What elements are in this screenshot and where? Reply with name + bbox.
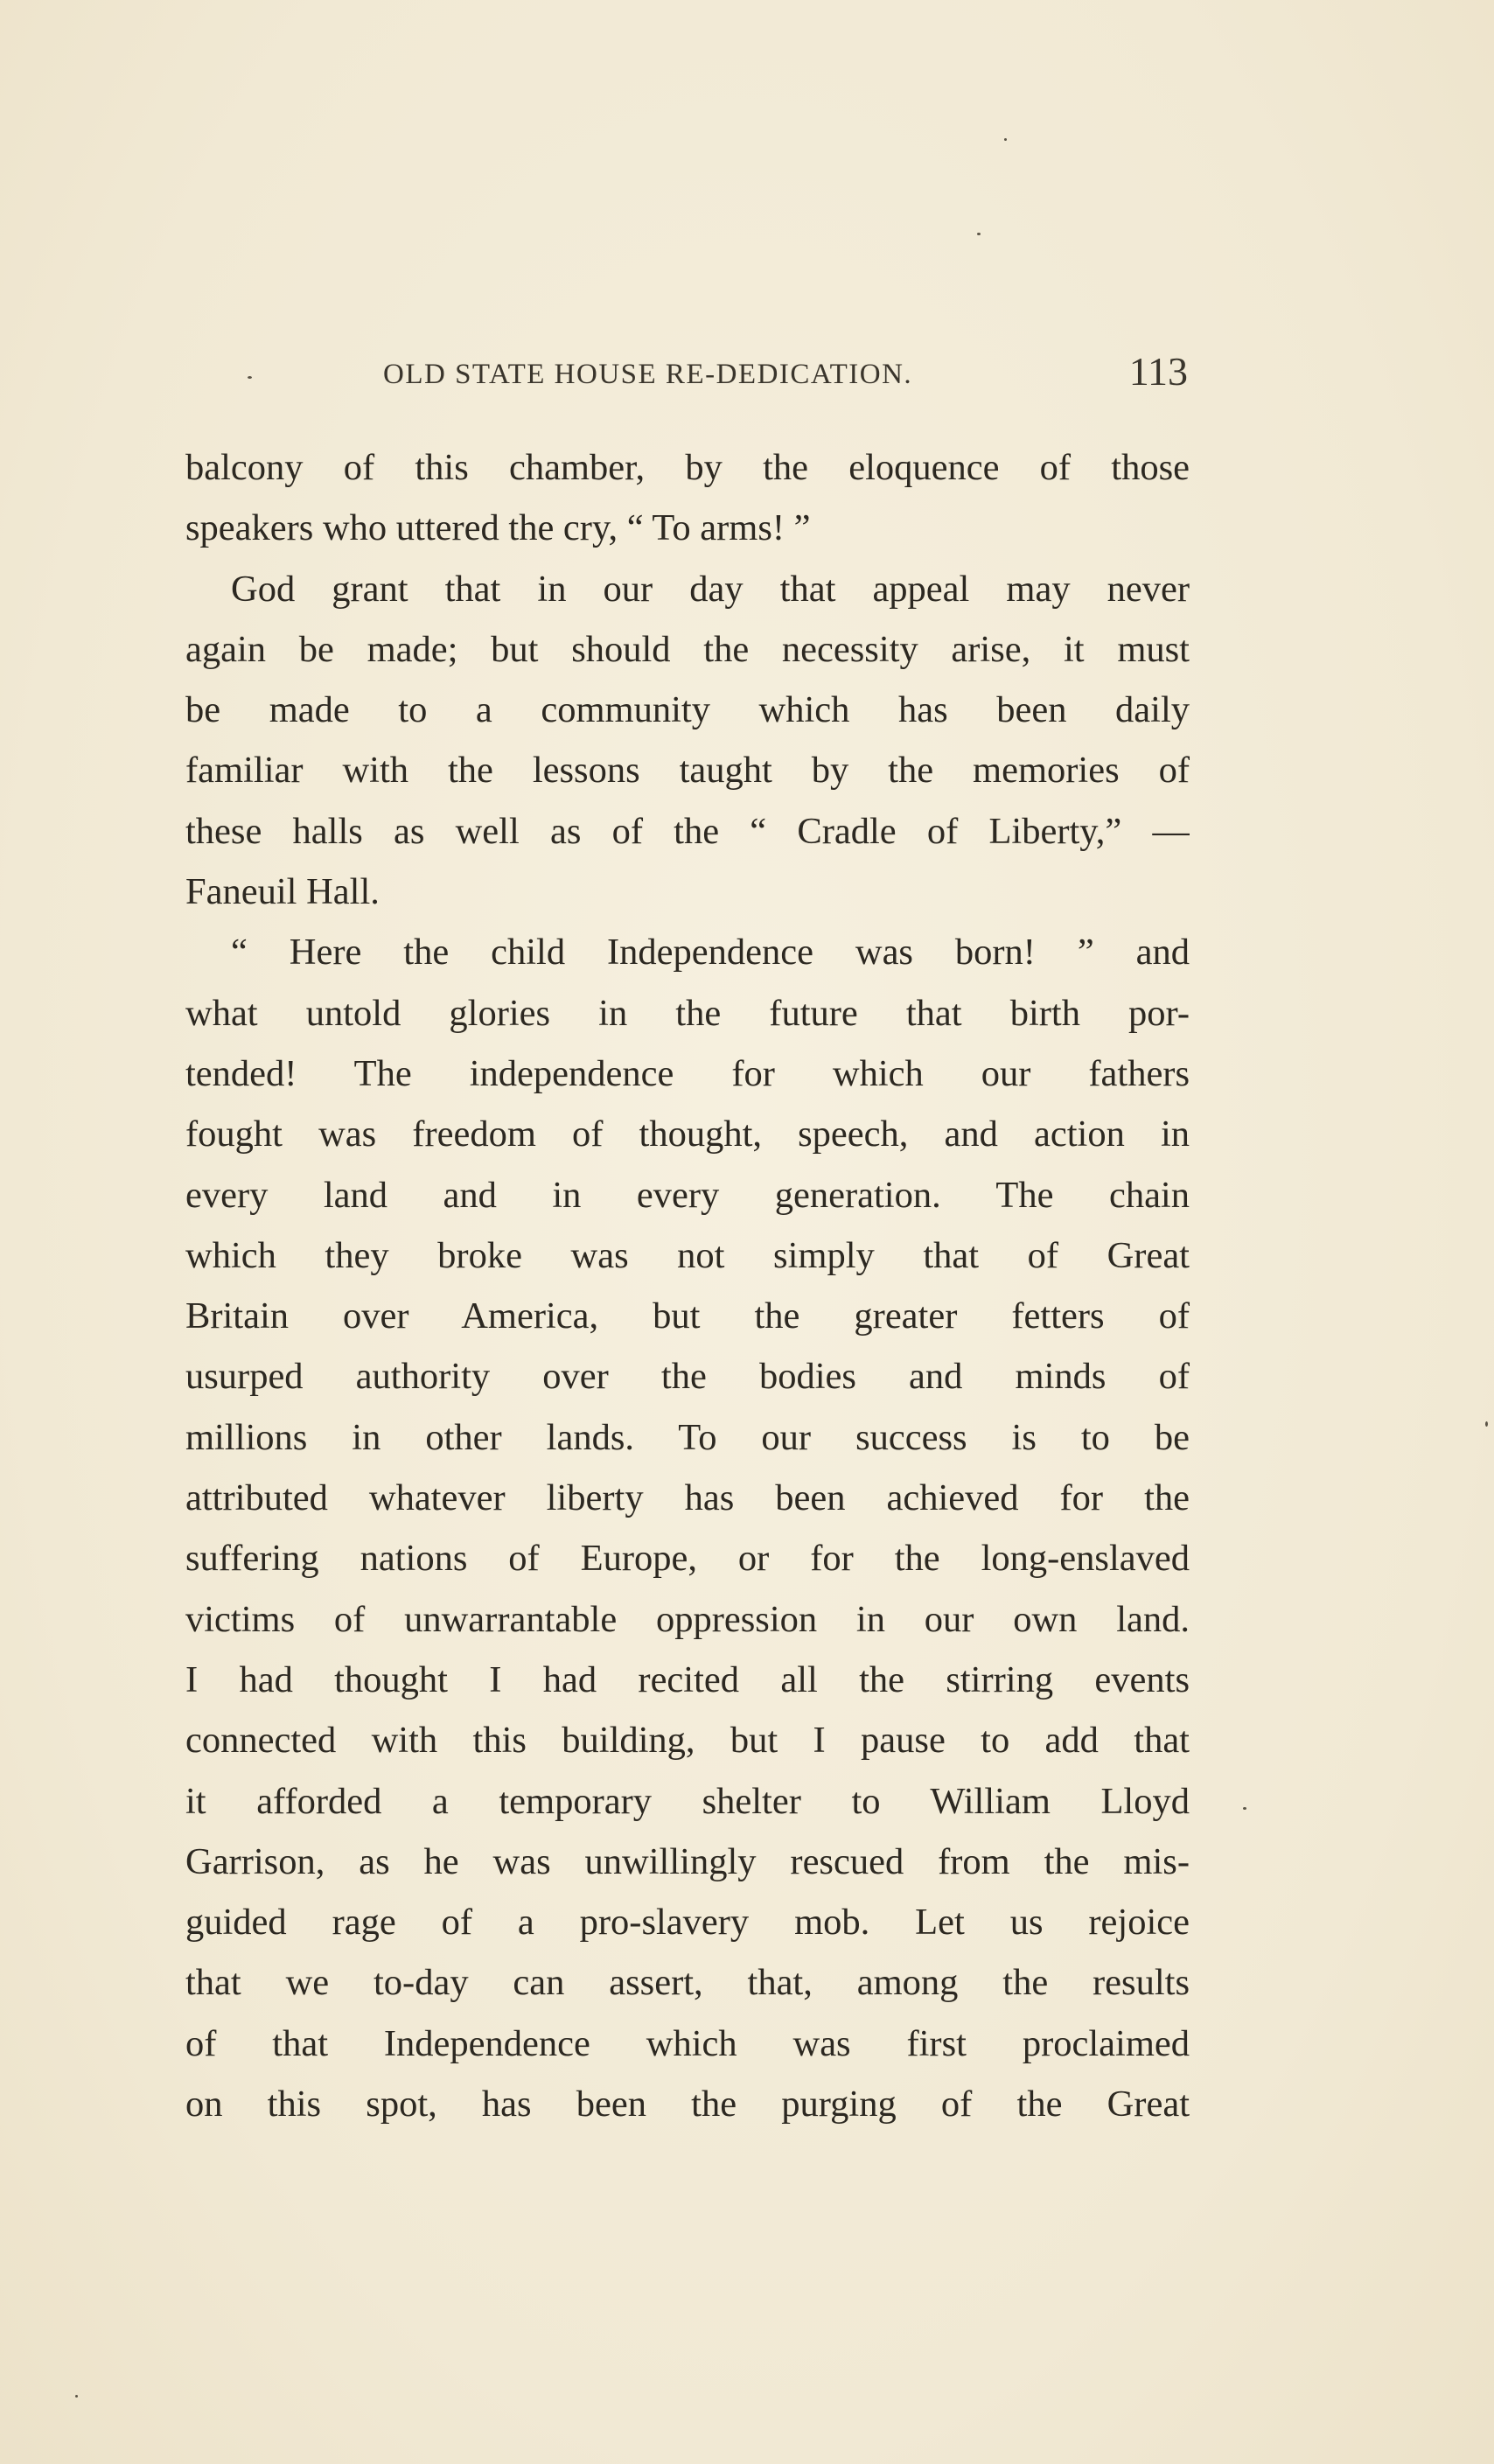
text-line: be made to a community which has been daily bbox=[185, 689, 1190, 731]
text-line: these halls as well as of the “ Cradle of Liberty,” — bbox=[185, 810, 1190, 852]
text-line: on this spot, has been the purging of the Great bbox=[185, 2084, 1190, 2125]
text-line: attributed whatever liberty has been achieved for the bbox=[185, 1477, 1190, 1519]
text-line: familiar with the lessons taught by the memories of bbox=[185, 750, 1190, 792]
body-text bbox=[185, 437, 1190, 2134]
text-line: God grant that in our day that appeal may never bbox=[231, 568, 1190, 610]
text-line: every land and in every generation. The chain bbox=[185, 1174, 1190, 1216]
text-line: fought was freedom of thought, speech, and action in bbox=[185, 1113, 1190, 1155]
text-line: of that Independence which was first proclaimed bbox=[185, 2022, 1190, 2064]
text-line: connected with this building, but I pause to add that bbox=[185, 1720, 1190, 1762]
text-line: victims of unwarrantable oppression in our own land. bbox=[185, 1598, 1190, 1640]
paper-speck bbox=[1485, 1421, 1488, 1427]
text-line: I had thought I had recited all the stirring events bbox=[185, 1658, 1190, 1700]
text-line: again be made; but should the necessity arise, it must bbox=[185, 628, 1190, 670]
text-line: which they broke was not simply that of Great bbox=[185, 1234, 1190, 1276]
text-line: “ Here the child Independence was born! ” and bbox=[231, 932, 1190, 974]
text-line: speakers who uttered the cry, “ To arms! ” bbox=[185, 507, 811, 549]
text-line: Garrison, as he was unwillingly rescued from the mis- bbox=[185, 1840, 1190, 1882]
text-line: Britain over America, but the greater fetters of bbox=[185, 1295, 1190, 1337]
text-line: millions in other lands. To our success is to be bbox=[185, 1416, 1190, 1458]
text-line: guided rage of a pro-slavery mob. Let us rejoice bbox=[185, 1902, 1190, 1944]
text-line: it afforded a temporary shelter to William Lloyd bbox=[185, 1780, 1190, 1822]
text-line: that we to-day can assert, that, among the results bbox=[185, 1962, 1190, 2004]
page-number: 113 bbox=[1128, 349, 1188, 394]
text-line: usurped authority over the bodies and minds of bbox=[185, 1356, 1190, 1398]
text-line: suffering nations of Europe, or for the long-enslaved bbox=[185, 1538, 1190, 1580]
paper-speck bbox=[1243, 1807, 1246, 1810]
running-head: OLD STATE HOUSE RE-DEDICATION. bbox=[383, 359, 913, 390]
text-line: tended! The independence for which our fathers bbox=[185, 1052, 1190, 1094]
page-header bbox=[185, 348, 1190, 401]
text-line: what untold glories in the future that birth por- bbox=[185, 992, 1190, 1034]
paper-speck bbox=[75, 2395, 78, 2398]
text-line: Faneuil Hall. bbox=[185, 871, 380, 913]
paper-speck bbox=[977, 233, 981, 235]
paper-speck bbox=[1004, 138, 1007, 141]
text-line: balcony of this chamber, by the eloquence of those bbox=[185, 447, 1190, 488]
